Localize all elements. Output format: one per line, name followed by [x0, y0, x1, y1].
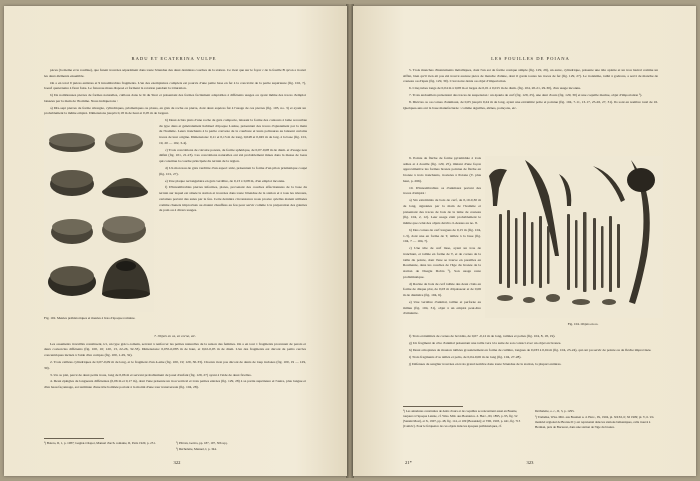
paragraph: 10. D'innombrables os d'animaux portant des traces d'emploi : — [403, 185, 481, 196]
paragraph: pèces (la meme et le rouillee), que furent trouvées séparément dans toute l'étendue des deux dernières couches de la station. Ce n'est que sur le foyer c de la fouille B qu'on a trouvé les deux éléments ensemble. — [44, 68, 306, 78]
page-number-right: 323 — [526, 460, 534, 465]
running-head-right: LES FOUILLES DE POIANA — [491, 56, 570, 61]
paragraph: a) Dix-sept pierres de forme allongée, cylindriques, prismatiques ou plates, en grès de roche ou pierre, dont deux espèces fut à l'usage de ces pierres (fig. 103, no. 3) et ayant un probablement la même emploi. Dimensions jusqu'à 0,18 m de haut et 0,05 m de largeur. — [44, 105, 306, 116]
paragraph: c) Trois concrétions de calcaire poreux, de forme sphérique, de 0,07-0,08 m de diam. et d'usage non défini (fig. 101, 21-23). Ces concrétions naturelles ont été probablement mises dans la masse de loess qui constitue la couche principale du terrain de la région. — [159, 147, 307, 164]
paragraph: 9. Pointe de flèche de forme pyramidale à trois arêtes et à douille (fig. 129, 25), imitant d'une façon approximative les formes bronze pointue de flèche en bronze à trois tranchants, trouvées à Poiana (V. plus haut, p. 266). — [403, 156, 481, 183]
antler-4 — [593, 166, 625, 202]
bone-awl — [609, 216, 612, 292]
footnote-rule — [403, 406, 463, 407]
section-heading: 7. Objets en os, en corne, etc. — [154, 334, 196, 338]
right-narrow-column — [403, 156, 481, 318]
millstone-4 — [102, 178, 148, 198]
footnote: ²) Truhelka, Wiss. Mitt. aus Bosnien u. d. Herc., IX, 1904, pl. XXXI, 6; XI 1909; pl. V, 6. Un matériel régional de Bronze II y est représenté dans les stations balkaniques, celle trouvé à Herman, près de Bucarest, dans une station de l'âge du bronze. — [535, 415, 654, 429]
left-beside-figure-text — [159, 118, 307, 215]
paragraph: j) Défenses de sanglier trouvées en trois grand nombre dans toute l'étendue de la station, la plupart entières. — [409, 361, 562, 366]
bone-awl — [507, 210, 510, 288]
bone-awl — [547, 226, 550, 284]
bone-fragment — [572, 299, 590, 305]
bone-awl — [593, 218, 596, 290]
antler-3 — [559, 174, 571, 206]
bone-awl — [531, 222, 534, 284]
paragraph: 7. Trois andouillers présentant des traces de suspension : un épaula de cerf (fig. 129, 25), une dent d'ours (fig. 129, 30) et une coquille marine, objet d'importation ³). — [409, 93, 643, 98]
paragraph: 8. Dièvres os ou cornes d'animaux, de 0,05 jusqu'à 0,24 m de long, ayant une extrémité polie et pointue (fig. 104, 7-11, 13-17, 25-26, 27, 31). Ils sont en nombre total de 16. Quelques-uns ont la base manufacturée : comme aiguilles, alênes, poinçons, etc. — [403, 100, 658, 110]
signature-mark: 21* — [405, 460, 412, 465]
millstone-2 — [105, 133, 143, 153]
running-head-left: RADU ET ECATERINA VULPE — [131, 56, 217, 61]
page-number-left: 322 — [173, 460, 181, 465]
figure-104-bone-objects — [485, 156, 663, 318]
paragraph: Les ossements travaillés constituent, ici, un type gréco-romain, servant à renforcer les petites naturelles de la saison des femmes. On a en tout 1 fragments provenant de parois et deux couvercles différents (fig. 100, 16; 120, 13, 22-26, 32-33). Dimensions: 0,055-0,085 m de haut, et 0,02-0,05 m de diam. L'un des fragments est décoré de petits cercles concentriques incisés à l'aide d'un compas (fig. 100, 1-29, 32). — [44, 341, 306, 358]
paragraph: a) Six extrémités de bois de cerf, de 0,10-0,30 m de long, signalées par la main de l'homme et présentant des traces de bois de la lame de couteau (fig. 104, 2, 12). Leur usage était probablement le même que celui des objets décrits ci-dessus au no. 8. — [403, 198, 481, 226]
paragraph: d) Un morceau de grès verdâtre d'un aspect strié, présentant la forme d'un pilon prismatique coupé (fig. 101, 27). — [159, 166, 307, 176]
footnote: ¹) Les annelures construites de dents d'ours et de coquilles se rencontrent aussi en Bosnie, toujours à l'époque Latène, cf. Wiss. Mitt. aus Bosnien u. d. Herc., III, 1895, p. 95, fig. 52 (Sanski Most), et X, 1907, pp. 48, fig. 114, et 109 (Bosanski); et VIII, 1903, p. 441, fig. 713 (Canicic). Pour le fréquence de ces objets dans les époques préhistoriques, cf. — [403, 409, 521, 428]
paragraph: 6. Cinq tubes longs de 0,04 m à 0,08 m et larges de 0,01 à 0,015 m de diam. (fig. 104, 20-21, 29-30), d'un usage inconnu. — [409, 86, 581, 91]
bone-fragment — [523, 297, 535, 303]
paragraph: f) D'innombrables pierres informes, plates, provenant des couches affectionnées de la base du terrain sur lequel est située la station et trouvées dans toute l'étendue de la station et à tous les niveaux, certaines portant des suies par le feu. Cette dernière circonstance nous prouve qu'elles étaient utilisées comme chenets improvisés ou étaient chauffées au feu pour servir comme à la préparation des galettes de pain ou à divers usages. — [159, 185, 307, 213]
figure-102-millstones — [44, 116, 154, 312]
bone-awl — [515, 218, 518, 284]
footnote: Déchelette, o. c., II, 3, p. 1295. — [535, 409, 575, 413]
paragraph: b) Des cornes de cerf longues de 0,15 m (fig. 104, 1-3), dont une en forme de T, taillée à la base (fig. 104, 7 — 104, 7). — [403, 228, 481, 244]
paragraph: f) Trois extrémités de cornes de bovidés, de 0,07 -0,12 m de long, taillées et polies (fig. 104, 8, 18, 19). — [409, 334, 556, 338]
paragraph: h) Deux omoplates de mouton taillées grossièrement en forme de cuillère, longues de 0,033 à 0,04 m (fig. 104, 23-24), qui ont pu servir de pointe ou de flèche improvisée. — [409, 347, 652, 352]
millstone-5 — [51, 219, 93, 244]
bone-fragment — [602, 299, 616, 305]
paragraph: On a en total 9 pièces entières et 9 innombrables fragments. L'un des exemplaires complets est pourvu d'une petite base en fer à la concavité de la partie supérieure (fig. 102, 7), boeuf quaternaire à fleur faire. Le faisceau maus disposé et formant la rotation pendant la trituration. — [44, 80, 306, 91]
antler-1 — [489, 169, 507, 206]
paragraph: e) Une plaque rectangulaire en grès verdâtre, de 0,13 x 0,08 m, d'un emploi inconnu. — [165, 178, 286, 183]
paragraph: b) De nombreuses pierres de formes naturelles, caillous dans le lit du Siret et présentant des formes facilement adaptables à différents usages ou ayant même des traces d'emploi laissées par la main de l'homme. Nous indiquerons : — [44, 93, 306, 103]
paragraph: e) Une vertèbre d'animal, taillée et perforée au milieu (fig. 104, 31), objet à un emploi peut-être d'amulette. — [403, 300, 481, 316]
paragraph: 3. Un os plat, percé de deux petits trous, long de 0,06 m et servant probablement de jouet d'enfant (fig. 129, 27) ayant à l'aide de deux ficelles. — [50, 372, 252, 377]
millstone-1 — [49, 133, 95, 152]
right-page — [353, 6, 696, 476]
bone-awl — [523, 212, 526, 286]
paragraph: d) Racine de bois de cerf taillée des deux côtés en forme de disque plat, de 0,03 m d'épaisseur et de 0,06 m de diamètre (fig. 104, 6). — [403, 281, 481, 298]
paragraph: i) Trois fragments d'os taillés et polis, de 0,04-0,06 m de long (fig. 104, 27-28). — [409, 354, 522, 359]
bone-awl — [539, 216, 542, 288]
figure-102-caption: Fig. 102. Meules préhistoriques et meules à bras d'époque romaine. — [44, 316, 136, 320]
paragraph: 2. Trois caillées cylindriques de 0,07-0,09 m de long, et le fragment d'un 4-eme (fig. 100, 19; 129, 30-33). Chacun n'est pas décoré de dents de loup incisées (fig. 100, 19 — 129, 30). — [44, 360, 306, 370]
left-bottom-text — [44, 332, 306, 392]
bone-fragment — [546, 294, 560, 302]
figure-104-caption: Fig. 104. Objets en os. — [567, 322, 599, 326]
left-intro-text — [44, 68, 306, 118]
bone-awl — [575, 220, 578, 288]
bone-awl — [567, 214, 570, 290]
bone-awl — [499, 214, 502, 284]
bone-awl — [601, 226, 604, 288]
footnote-rule — [44, 438, 104, 439]
footnote: ¹) Bolero, II, 1, p. 1087; Gagnat-Chapot, Manuel d'arch. romaine, II, Paris 1920, p. 251. — [44, 441, 156, 445]
millstone-8 — [102, 258, 150, 299]
paragraph: 5. Trois manches d'instruments métalliques, dont l'un est de forme conique simple (fig. 129, 29), un autre, cylindrique, présente une tête aplatie et un trou latéral comme un sifflet, bien qu'il n'en ait pas été trouvé aucune pièce de manche d'alène, dont il garde toutes les traces de fer (fig. 129, 27). Le troisième, taillé à godrons, a servi de manche de couteau ou d'épée (fig. 129, 30). C'est notre dents ou objet d'importation. — [403, 68, 658, 84]
right-top-text — [403, 68, 658, 113]
paragraph: c) Une tête de cerf lisse, ayant un trou de tranchant, et taillée en forme de T, et de cornes de la taille du pointe, dont l'une se trouve en pareilles en Roumanie, dans les couches de l'âge du bronze de la station de Daagie Dobra ³), Son usage reste problématique. — [403, 246, 481, 279]
right-bottom-text — [403, 334, 658, 368]
footnote: ²) Pârvan, Getica, pp. 187, 197, 506 sqq. — [176, 441, 228, 445]
paragraph: 4. Deux épingles de longueurs différentes (0,06 m et 0,17 m), dont l'une présente un trou vertical et trois petites entrées (fig. 129, 28) à sa partie supérieure et l'autre, plus longue et d'un beau façonnage, est terminée d'une tête bombée portant à la moitié d'une tour transversale (fig. 104, 28). — [44, 379, 306, 390]
millstone-6 — [102, 216, 146, 243]
bone-awl — [583, 212, 587, 292]
left-page — [4, 6, 347, 476]
paragraph: g) Un fragment de côte d'animal présentant une taille vers à la suite de son contact avec un objet en bronze. — [409, 340, 562, 345]
bone-fragment — [497, 295, 513, 301]
disc-object — [627, 168, 655, 192]
millstone-3 — [50, 170, 94, 196]
bone-awl — [617, 224, 620, 288]
footnote: ³) Déchelette, Manuel, I, p. 344. — [176, 447, 217, 451]
paragraph: b) Deux éclats plats d'une roche de grès compacte, laissant la forme des contours à lame recourbée du type dans et généralement habituel d'époque Latène, présentant des traces d'ajustement par la main de l'homme. Leurs tranchants à la partie convexe de la courbure et leurs polissures au laissent certains traces de leur origine. Dimensions: 0,11 et 0,15 m de long, 0,048 et 0,045 m de larg. à la base (fig. 101, 19, 20 — 102, 3-4). — [159, 118, 307, 145]
millstone-7 — [48, 266, 96, 296]
